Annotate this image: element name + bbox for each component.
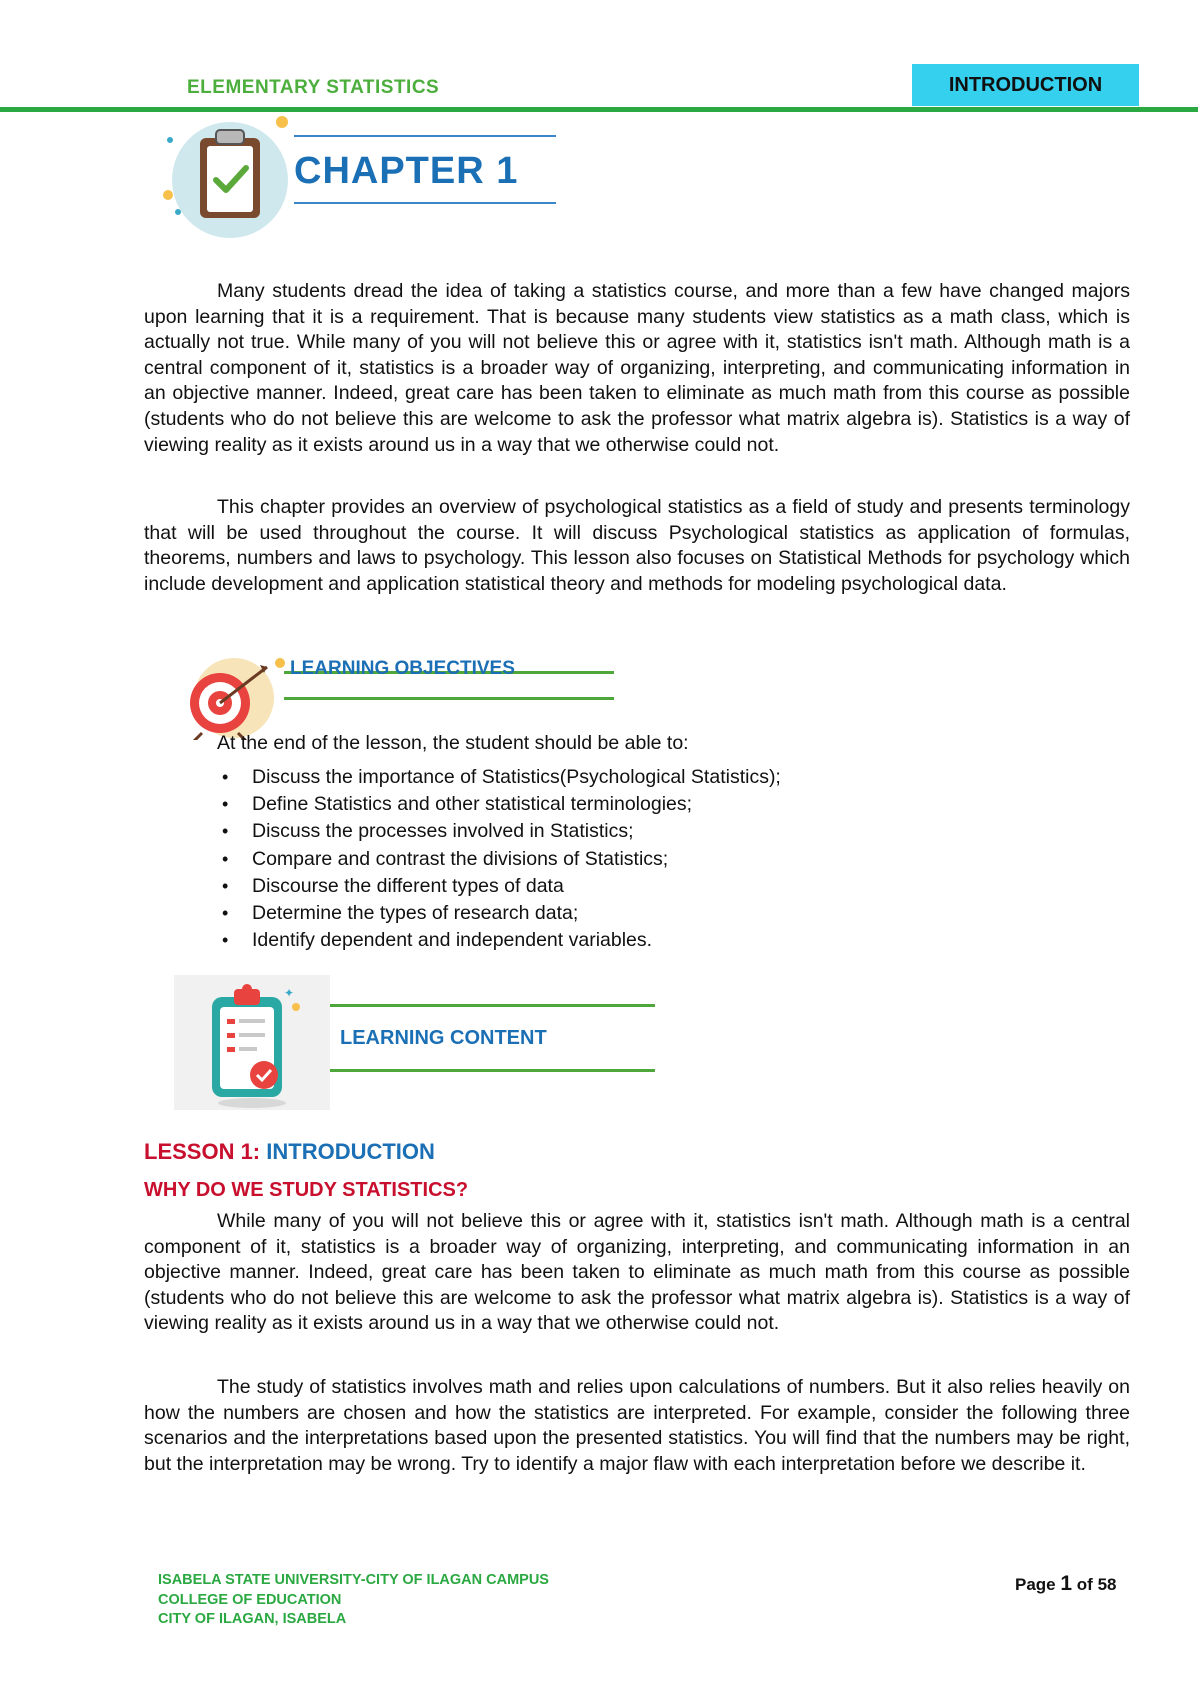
footer-line: CITY OF ILAGAN, ISABELA	[158, 1611, 347, 1627]
content-top-rule	[330, 1004, 655, 1007]
footer-line: ISABELA STATE UNIVERSITY-CITY OF ILAGAN CAMPUS	[158, 1572, 549, 1588]
content-bottom-rule	[330, 1069, 655, 1072]
footer-institution	[158, 1571, 549, 1630]
intro-paragraph: This chapter provides an overview of psychological statistics as a field of study and presents terminology that will be used throughout the course. It will discuss Psychological statistics as application of formulas, theorems, numbers and laws to psychology. This lesson also focuses on Statistical Methods for psychology which include development and application statistical theory and methods for modeling psychological data.	[144, 496, 1130, 595]
list-item: • Define Statistics and other statistical terminologies;	[252, 791, 781, 818]
page-label: Page	[1015, 1575, 1056, 1594]
lesson-name: INTRODUCTION	[266, 1139, 435, 1164]
list-item: • Identify dependent and independent variables.	[252, 927, 781, 954]
content-heading: LEARNING CONTENT	[340, 1027, 547, 1049]
clipboard-check-icon	[160, 110, 300, 240]
lesson-prefix: LESSON 1:	[144, 1139, 261, 1164]
chapter-title: CHAPTER 1	[294, 150, 519, 192]
list-item: • Discourse the different types of data	[252, 873, 781, 900]
chapter-top-rule	[294, 135, 556, 137]
target-icon	[172, 655, 287, 740]
checklist-clipboard-icon	[174, 975, 330, 1110]
page-total: 58	[1097, 1575, 1117, 1594]
lesson-title	[144, 1139, 435, 1165]
objectives-list	[222, 764, 781, 954]
list-item: • Discuss the importance of Statistics(Psychological Statistics);	[252, 764, 781, 791]
page-number	[1015, 1572, 1117, 1596]
section-badge: INTRODUCTION	[912, 64, 1139, 106]
chapter-bottom-rule	[294, 202, 556, 204]
intro-paragraph: Many students dread the idea of taking a statistics course, and more than a few have changed majors upon learning that it is a requirement. That is because many students view statistics as a math class, which is actually not true. While many of you will not believe this or agree with it, statistics isn't math. Although math is a central component of it, statistics is a broader way of organizing, interpreting, and communicating information in an objective manner. Indeed, great care has been taken to eliminate as much math from this course as possible (students who do not believe this are welcome to ask the professor what matrix algebra is). Statistics is a way of viewing reality as it exists around us in a way that we otherwise could not.	[144, 280, 1130, 456]
objectives-heading: LEARNING OBJECTIVES	[290, 658, 515, 679]
page-current: 1	[1060, 1572, 1073, 1595]
svg-text:✦: ✦	[284, 986, 295, 1000]
lesson-paragraph: The study of statistics involves math and relies upon calculations of numbers. But it also relies heavily on how the numbers are chosen and how the statistics are interpreted. For example, consider the following three scenarios and the interpretations based upon the presented statistics. You will find that the numbers may be right, but the interpretation may be wrong. Try to identify a major flaw with each interpretation before we describe it.	[144, 1376, 1130, 1475]
objectives-bottom-rule	[284, 697, 614, 700]
list-item: • Discuss the processes involved in Statistics;	[252, 818, 781, 845]
page-of: of	[1076, 1575, 1093, 1594]
footer-line: COLLEGE OF EDUCATION	[158, 1591, 342, 1608]
header-title: ELEMENTARY STATISTICS	[187, 77, 440, 98]
list-item: • Compare and contrast the divisions of Statistics;	[252, 846, 781, 873]
list-item: • Determine the types of research data;	[252, 900, 781, 927]
lesson-paragraph: While many of you will not believe this or agree with it, statistics isn't math. Although math is a central component of it, statistics is a broader way of organizing, interpreting, and communicating information in an objective manner. Indeed, great care has been taken to eliminate as much math from this course as possible (students who do not believe this are welcome to ask the professor what matrix algebra is). Statistics is a way of viewing reality as it exists around us in a way that we otherwise could not.	[144, 1210, 1130, 1335]
objectives-intro: At the end of the lesson, the student should be able to:	[217, 732, 689, 754]
lesson-subheading: WHY DO WE STUDY STATISTICS?	[144, 1179, 469, 1201]
